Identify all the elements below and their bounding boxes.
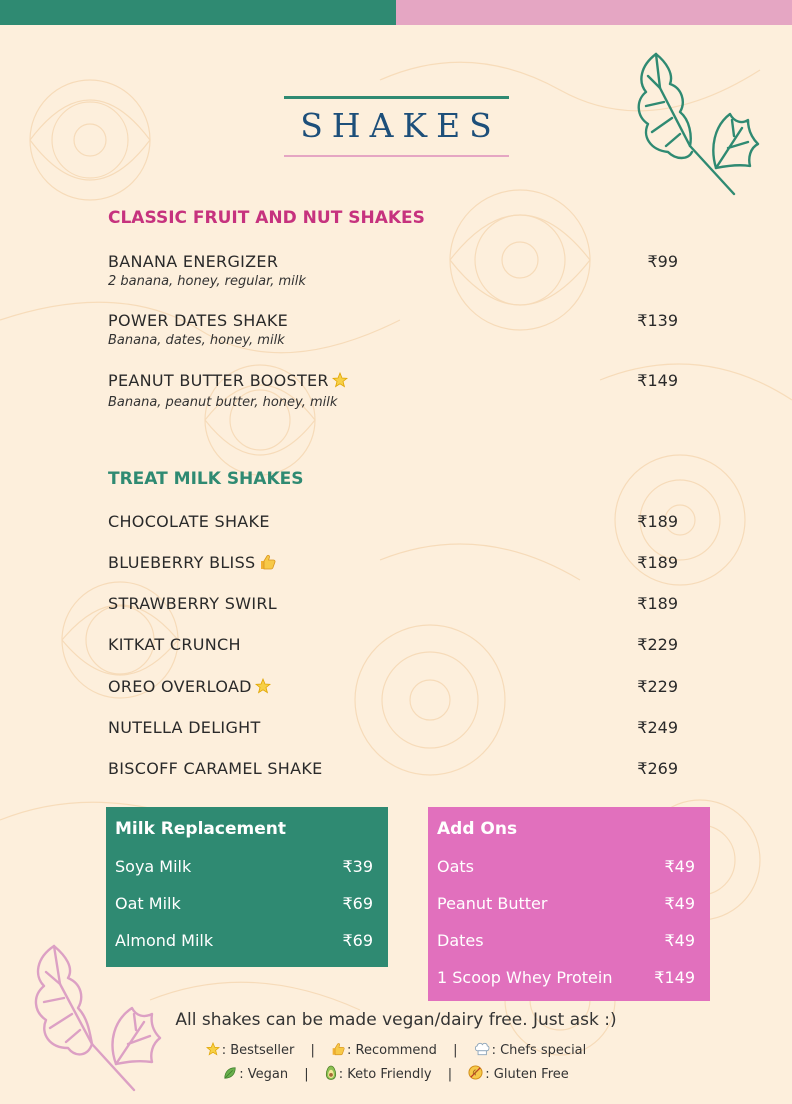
thumbs-up-icon	[331, 1042, 345, 1056]
leaf-icon	[223, 1066, 237, 1080]
avocado-icon	[325, 1065, 337, 1080]
item-price: ₹139	[637, 311, 678, 330]
legend-separator: |	[453, 1043, 458, 1058]
star-icon	[255, 678, 271, 699]
page-title-block	[284, 96, 509, 158]
legend-gluten-free: : Gluten Free	[468, 1065, 569, 1084]
title-rule-top	[284, 96, 509, 99]
option-name: Oats	[437, 857, 475, 876]
menu-item	[108, 553, 678, 575]
menu-item	[108, 252, 678, 290]
legend-row	[0, 1065, 792, 1084]
option-price: ₹49	[664, 894, 695, 913]
item-name: POWER DATES SHAKE	[108, 311, 289, 330]
top-bar-pink	[396, 0, 792, 25]
item-price: ₹249	[637, 718, 678, 737]
option-price: ₹69	[342, 931, 373, 950]
option-name: Peanut Butter	[437, 894, 548, 913]
option-name: Almond Milk	[115, 931, 214, 950]
item-price: ₹229	[637, 635, 678, 654]
vegan-note: All shakes can be made vegan/dairy free. Just ask :)	[175, 1010, 617, 1030]
option-row	[115, 856, 373, 878]
option-row	[115, 930, 373, 952]
option-name: Dates	[437, 931, 484, 950]
item-name: KITKAT CRUNCH	[108, 635, 241, 654]
menu-item	[108, 311, 678, 349]
add-ons-box	[428, 807, 710, 1001]
option-name: Oat Milk	[115, 894, 181, 913]
star-icon	[332, 372, 348, 393]
star-icon	[206, 1042, 220, 1056]
item-name: STRAWBERRY SWIRL	[108, 594, 277, 613]
gluten-free-icon	[468, 1065, 483, 1080]
option-price: ₹69	[342, 894, 373, 913]
section-title-classic: CLASSIC FRUIT AND NUT SHAKES	[108, 208, 425, 228]
menu-item	[108, 759, 678, 779]
milk-replacement-box	[106, 807, 388, 967]
chef-hat-icon	[474, 1042, 490, 1056]
legend-chefs-special: : Chefs special	[474, 1042, 587, 1060]
item-name: BISCOFF CARAMEL SHAKE	[108, 759, 323, 778]
section-title-treat: TREAT MILK SHAKES	[108, 469, 304, 489]
legend-recommend: : Recommend	[331, 1042, 437, 1060]
menu-item	[108, 718, 678, 738]
legend-bestseller: : Bestseller	[206, 1042, 295, 1060]
item-name: NUTELLA DELIGHT	[108, 718, 261, 737]
item-name: OREO OVERLOAD	[108, 677, 678, 699]
menu-item	[108, 594, 678, 614]
item-description: 2 banana, honey, regular, milk	[108, 274, 306, 289]
item-name: BANANA ENERGIZER	[108, 252, 279, 271]
item-price: ₹149	[637, 371, 678, 390]
legend-separator: |	[304, 1067, 309, 1082]
item-price: ₹229	[637, 677, 678, 696]
top-bar-green	[0, 0, 396, 25]
item-price: ₹189	[637, 594, 678, 613]
thumbs-up-icon	[259, 554, 276, 575]
legend-keto: : Keto Friendly	[325, 1065, 432, 1084]
menu-item	[108, 371, 678, 411]
menu-item	[108, 677, 678, 699]
legend-separator: |	[310, 1043, 315, 1058]
menu-item	[108, 635, 678, 655]
leaf-illustration-icon	[630, 48, 760, 200]
item-price: ₹189	[637, 512, 678, 531]
box-title: Milk Replacement	[115, 819, 286, 839]
option-price: ₹39	[342, 857, 373, 876]
item-price: ₹99	[647, 252, 678, 271]
option-row	[437, 967, 695, 989]
item-description: Banana, dates, honey, milk	[108, 333, 285, 348]
page-title: SHAKES	[300, 106, 501, 145]
option-price: ₹49	[664, 931, 695, 950]
option-name: Soya Milk	[115, 857, 192, 876]
option-row	[437, 856, 695, 878]
legend-vegan: : Vegan	[223, 1066, 288, 1084]
item-name: PEANUT BUTTER BOOSTER	[108, 371, 678, 393]
item-description: Banana, peanut butter, honey, milk	[108, 395, 338, 410]
legend-row	[0, 1042, 792, 1060]
item-price: ₹269	[637, 759, 678, 778]
legend-separator: |	[447, 1067, 453, 1082]
title-rule-bottom	[284, 155, 509, 157]
option-name: 1 Scoop Whey Protein	[437, 968, 613, 987]
option-row	[437, 930, 695, 952]
option-row	[115, 893, 373, 915]
box-title: Add Ons	[437, 819, 518, 839]
option-price: ₹49	[664, 857, 695, 876]
item-name: CHOCOLATE SHAKE	[108, 512, 270, 531]
option-row	[437, 893, 695, 915]
option-price: ₹149	[654, 968, 695, 987]
item-name: BLUEBERRY BLISS	[108, 553, 678, 575]
menu-item	[108, 512, 678, 532]
item-price: ₹189	[637, 553, 678, 572]
